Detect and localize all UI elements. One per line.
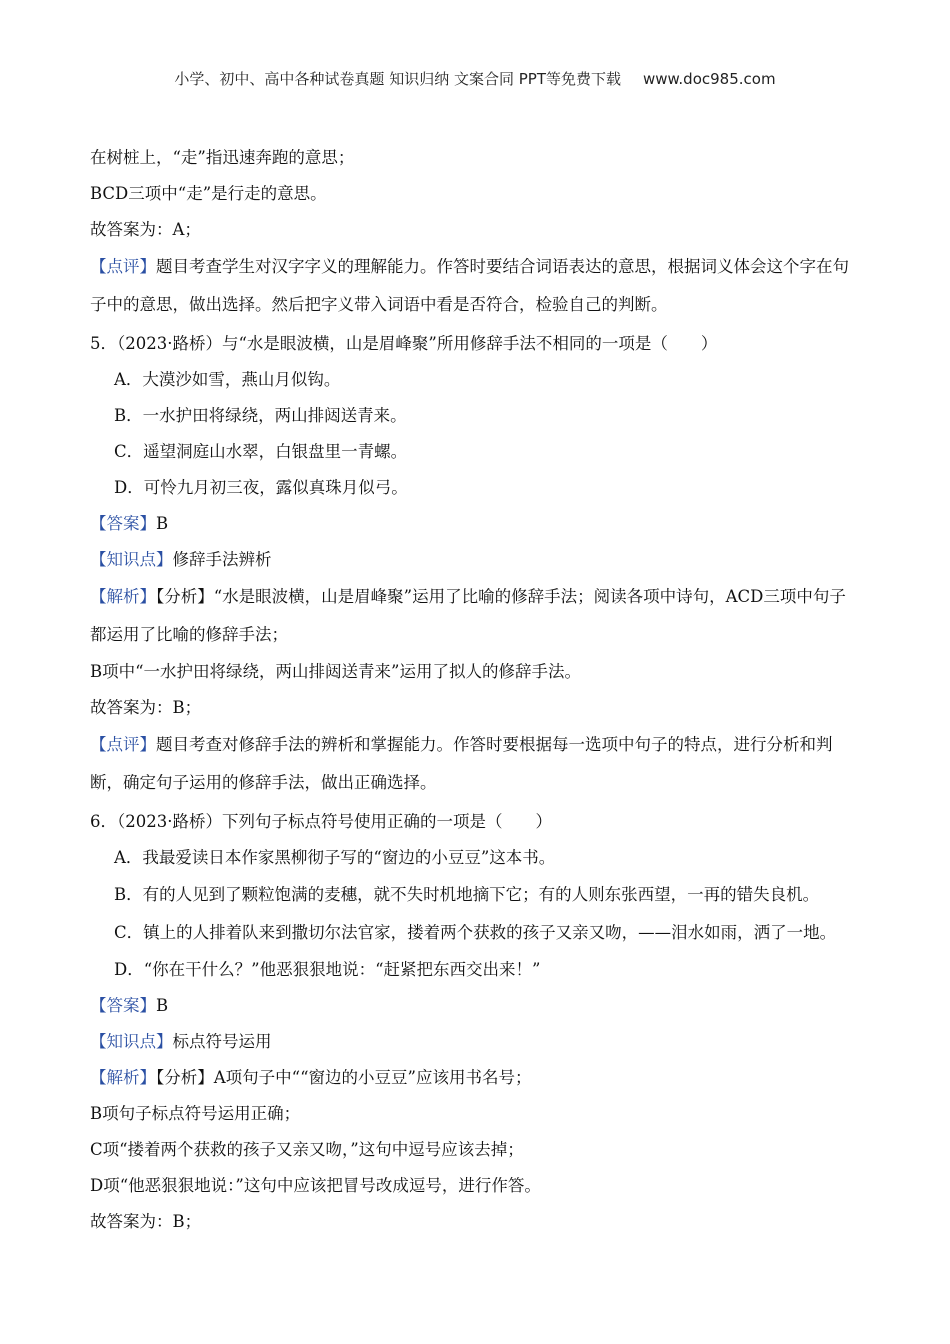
q6-answer	[90, 988, 860, 1024]
intro-line-2: BCD三项中“走”是行走的意思。	[90, 184, 327, 203]
q6-option-c: C．镇上的人排着队来到撒切尔法官家，搂着两个获救的孩子又亲又吻，——泪水如雨，洒了一地。	[114, 923, 837, 942]
q5-result: 故答案为：B；	[90, 698, 202, 717]
comment-text: 题目考查对修辞手法的辨析和掌握能力。作答时要根据每一选项中句子的特点，进行分析和判断，确定句子运用的修辞手法，做出正确选择。	[90, 735, 833, 792]
comment-tag: 【点评】	[90, 257, 156, 276]
intro-comment	[90, 248, 860, 324]
q6-analysis	[90, 1060, 860, 1096]
analysis-text: 【分析】A项句子中““窗边的小豆豆”应该用书名号；	[156, 1068, 532, 1087]
analysis-tag: 【解析】	[90, 1068, 156, 1087]
q6-option-a: A．我最爱读日本作家黑柳彻子写的“窗边的小豆豆”这本书。	[114, 848, 556, 867]
question-5-stem: 5．（2023·路桥）与“水是眼波横，山是眉峰聚”所用修辞手法不相同的一项是（ ）	[90, 334, 718, 353]
comment-text: 题目考查学生对汉字字义的理解能力。作答时要结合词语表达的意思，根据词义体会这个字在句子中的意思，做出选择。然后把字义带入词语中看是否符合，检验自己的判断。	[90, 257, 849, 314]
q5-option-a: A．大漠沙如雪，燕山月似钩。	[114, 370, 341, 389]
q5-analysis	[90, 578, 860, 654]
answer-value: B	[156, 996, 169, 1015]
header-title: 小学、初中、高中各种试卷真题 知识归纳 文案合同 PPT等免费下载	[174, 70, 621, 88]
q6-result: 故答案为：B；	[90, 1212, 202, 1231]
q5-knowledge-point	[90, 542, 860, 578]
header-url[interactable]: www.doc985.com	[642, 70, 776, 88]
analysis-text: 【分析】“水是眼波横，山是眉峰聚”运用了比喻的修辞手法；阅读各项中诗句，ACD三项中句子都运用了比喻的修辞手法；	[90, 587, 846, 644]
knowledge-tag: 【知识点】	[90, 550, 173, 569]
analysis-tag: 【解析】	[90, 587, 156, 606]
q5-answer	[90, 506, 860, 542]
page-header	[0, 68, 950, 89]
document-body	[90, 140, 860, 1240]
q6-analysis-2: B项句子标点符号运用正确；	[90, 1104, 301, 1123]
answer-value: B	[156, 514, 169, 533]
q6-knowledge-point	[90, 1024, 860, 1060]
knowledge-tag: 【知识点】	[90, 1032, 173, 1051]
answer-tag: 【答案】	[90, 996, 156, 1015]
q5-option-c: C．遥望洞庭山水翠，白银盘里一青螺。	[114, 442, 408, 461]
knowledge-text: 标点符号运用	[172, 1032, 272, 1051]
knowledge-text: 修辞手法辨析	[172, 550, 272, 569]
comment-tag: 【点评】	[90, 735, 156, 754]
intro-line-1: 在树桩上，“走”指迅速奔跑的意思；	[90, 148, 355, 167]
intro-line-3: 故答案为：A；	[90, 220, 201, 239]
q6-option-d: D．“你在干什么？”他恶狠狠地说：“赶紧把东西交出来！”	[114, 960, 541, 979]
answer-tag: 【答案】	[90, 514, 156, 533]
q5-option-d: D．可怜九月初三夜，露似真珠月似弓。	[114, 478, 408, 497]
q6-analysis-4: D项“他恶狠狠地说：”这句中应该把冒号改成逗号，进行作答。	[90, 1176, 541, 1195]
q6-option-b: B．有的人见到了颗粒饱满的麦穗，就不失时机地摘下它；有的人则东张西望，一再的错失良机。	[114, 885, 820, 904]
question-6-stem: 6．（2023·路桥）下列句子标点符号使用正确的一项是（ ）	[90, 812, 552, 831]
q5-comment	[90, 726, 860, 802]
q5-analysis-2: B项中“一水护田将绿绕，两山排闼送青来”运用了拟人的修辞手法。	[90, 662, 581, 681]
q6-analysis-3: C项“搂着两个获救的孩子又亲又吻，”这句中逗号应该去掉；	[90, 1140, 524, 1159]
q5-option-b: B．一水护田将绿绕，两山排闼送青来。	[114, 406, 407, 425]
